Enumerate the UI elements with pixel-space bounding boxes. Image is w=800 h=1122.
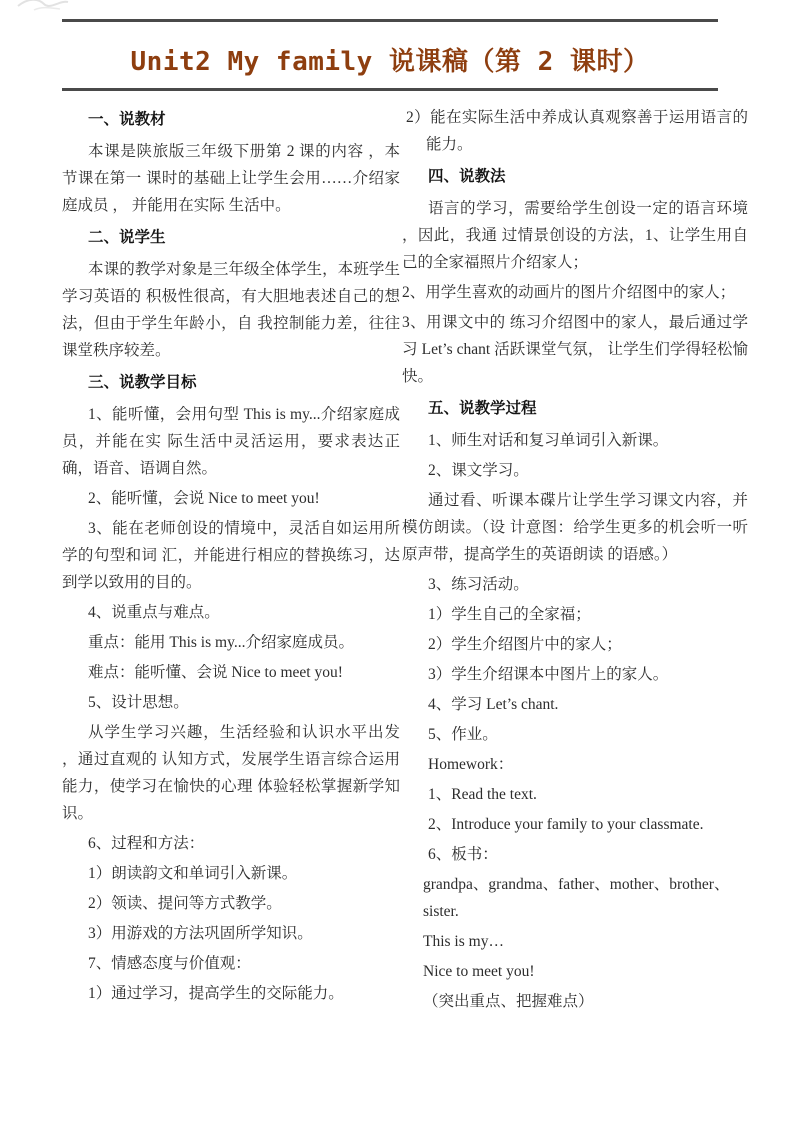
title-divider-top <box>62 19 718 22</box>
document-body <box>62 101 748 1018</box>
paragraph: 2、能听懂，会说 Nice to meet you! <box>88 490 320 507</box>
paragraph: 3、能在老师创设的情境中，灵活自如运用所学的句型和词 汇，并能进行相应的替换练习，达到学以致用的目的。 <box>62 520 400 591</box>
section-heading: 二、说学生 <box>88 228 166 246</box>
section-heading: 五、说教学过程 <box>428 399 537 417</box>
paragraph: 7、情感态度与价值观： <box>88 955 251 972</box>
paragraph: 2、课文学习。 <box>428 462 529 479</box>
paragraph: 1、能听懂，会用句型 This is my...介绍家庭成员，并能在实 际生活中灵活运用，要求表达正确，语音、语调自然。 <box>62 406 400 477</box>
section-heading: 三、说教学目标 <box>88 373 197 391</box>
paragraph: 3、练习活动。 <box>428 576 529 593</box>
paragraph: 2）能在实际生活中养成认真观察善于运用语言的能力。 <box>406 109 748 153</box>
paragraph: 1）学生自己的全家福； <box>428 606 591 623</box>
section-heading: 一、说教材 <box>88 110 166 128</box>
paragraph: 2、Introduce your family to your classmate. <box>428 816 704 833</box>
page-title: Unit2 My family 说课稿（第 2 课时） <box>130 47 650 77</box>
title-divider-bottom <box>62 88 718 91</box>
paragraph: 6、过程和方法： <box>88 835 205 852</box>
paragraph: 1）朗读韵文和单词引入新课。 <box>88 865 298 882</box>
paragraph: grandpa、grandma、father、mother、brother、sister. <box>423 876 730 920</box>
paragraph: Homework： <box>428 756 514 773</box>
paragraph: 3、用课文中的 练习介绍图中的家人，最后通过学习 Let’s chant 活跃课堂气氛， 让学生们学得轻松愉快。 <box>402 314 748 385</box>
paragraph: 1）通过学习，提高学生的交际能力。 <box>88 985 344 1002</box>
paragraph: 4、说重点与难点。 <box>88 604 220 621</box>
paragraph: （突出重点、把握难点） <box>423 993 594 1010</box>
paragraph: 本课的教学对象是三年级全体学生，本班学生学习英语的 积极性很高，有大胆地表述自己的想法，但由于学生年龄小，自 我控制能力差，往往课堂秩序较差。 <box>62 261 400 359</box>
paragraph: 通过看、听课本碟片让学生学习课文内容，并模仿朗读。（设 计意图：给学生更多的机会听一听原声带，提高学生的英语朗读 的语感。） <box>402 492 748 563</box>
paragraph: 1、师生对话和复习单词引入新课。 <box>428 432 669 449</box>
paragraph: 难点：能听懂、会说 Nice to meet you! <box>88 664 343 681</box>
paragraph: 6、板书： <box>428 846 498 863</box>
paragraph: 5、设计思想。 <box>88 694 189 711</box>
paragraph: 3）学生介绍课本中图片上的家人。 <box>428 666 669 683</box>
paragraph: This is my… <box>423 933 504 950</box>
section-heading: 四、说教法 <box>428 167 506 185</box>
paragraph: 4、学习 Let’s chant. <box>428 696 559 713</box>
paragraph: Nice to meet you! <box>423 963 535 980</box>
paragraph: 2）领读、提问等方式教学。 <box>88 895 282 912</box>
paragraph: 1、Read the text. <box>428 786 537 803</box>
paragraph: 重点：能用 This is my...介绍家庭成员。 <box>88 634 354 651</box>
paragraph: 从学生学习兴趣，生活经验和认识水平出发 ，通过直观的 认知方式，发展学生语言综合运用能力，使学习在愉快的心理 体验轻松掌握新学知识。 <box>62 724 400 822</box>
right-column <box>402 101 748 1018</box>
paragraph: 本课是陕旅版三年级下册第 2 课的内容 ，本节课在第一 课时的基础上让学生会用……介绍家庭成员 ， 并能用在实际 生活中。 <box>62 143 400 214</box>
paragraph: 5、作业。 <box>428 726 498 743</box>
paragraph: 语言的学习，需要给学生创设一定的语言环境 ，因此，我通 过情景创设的方法，1、让学生用自己的全家福照片介绍家人； <box>402 200 748 271</box>
paragraph: 3）用游戏的方法巩固所学知识。 <box>88 925 313 942</box>
watermark <box>14 0 86 16</box>
left-column <box>62 101 400 1018</box>
paragraph: 2）学生介绍图片中的家人； <box>428 636 622 653</box>
paragraph: 2、用学生喜欢的动画片的图片介绍图中的家人； <box>402 284 736 301</box>
